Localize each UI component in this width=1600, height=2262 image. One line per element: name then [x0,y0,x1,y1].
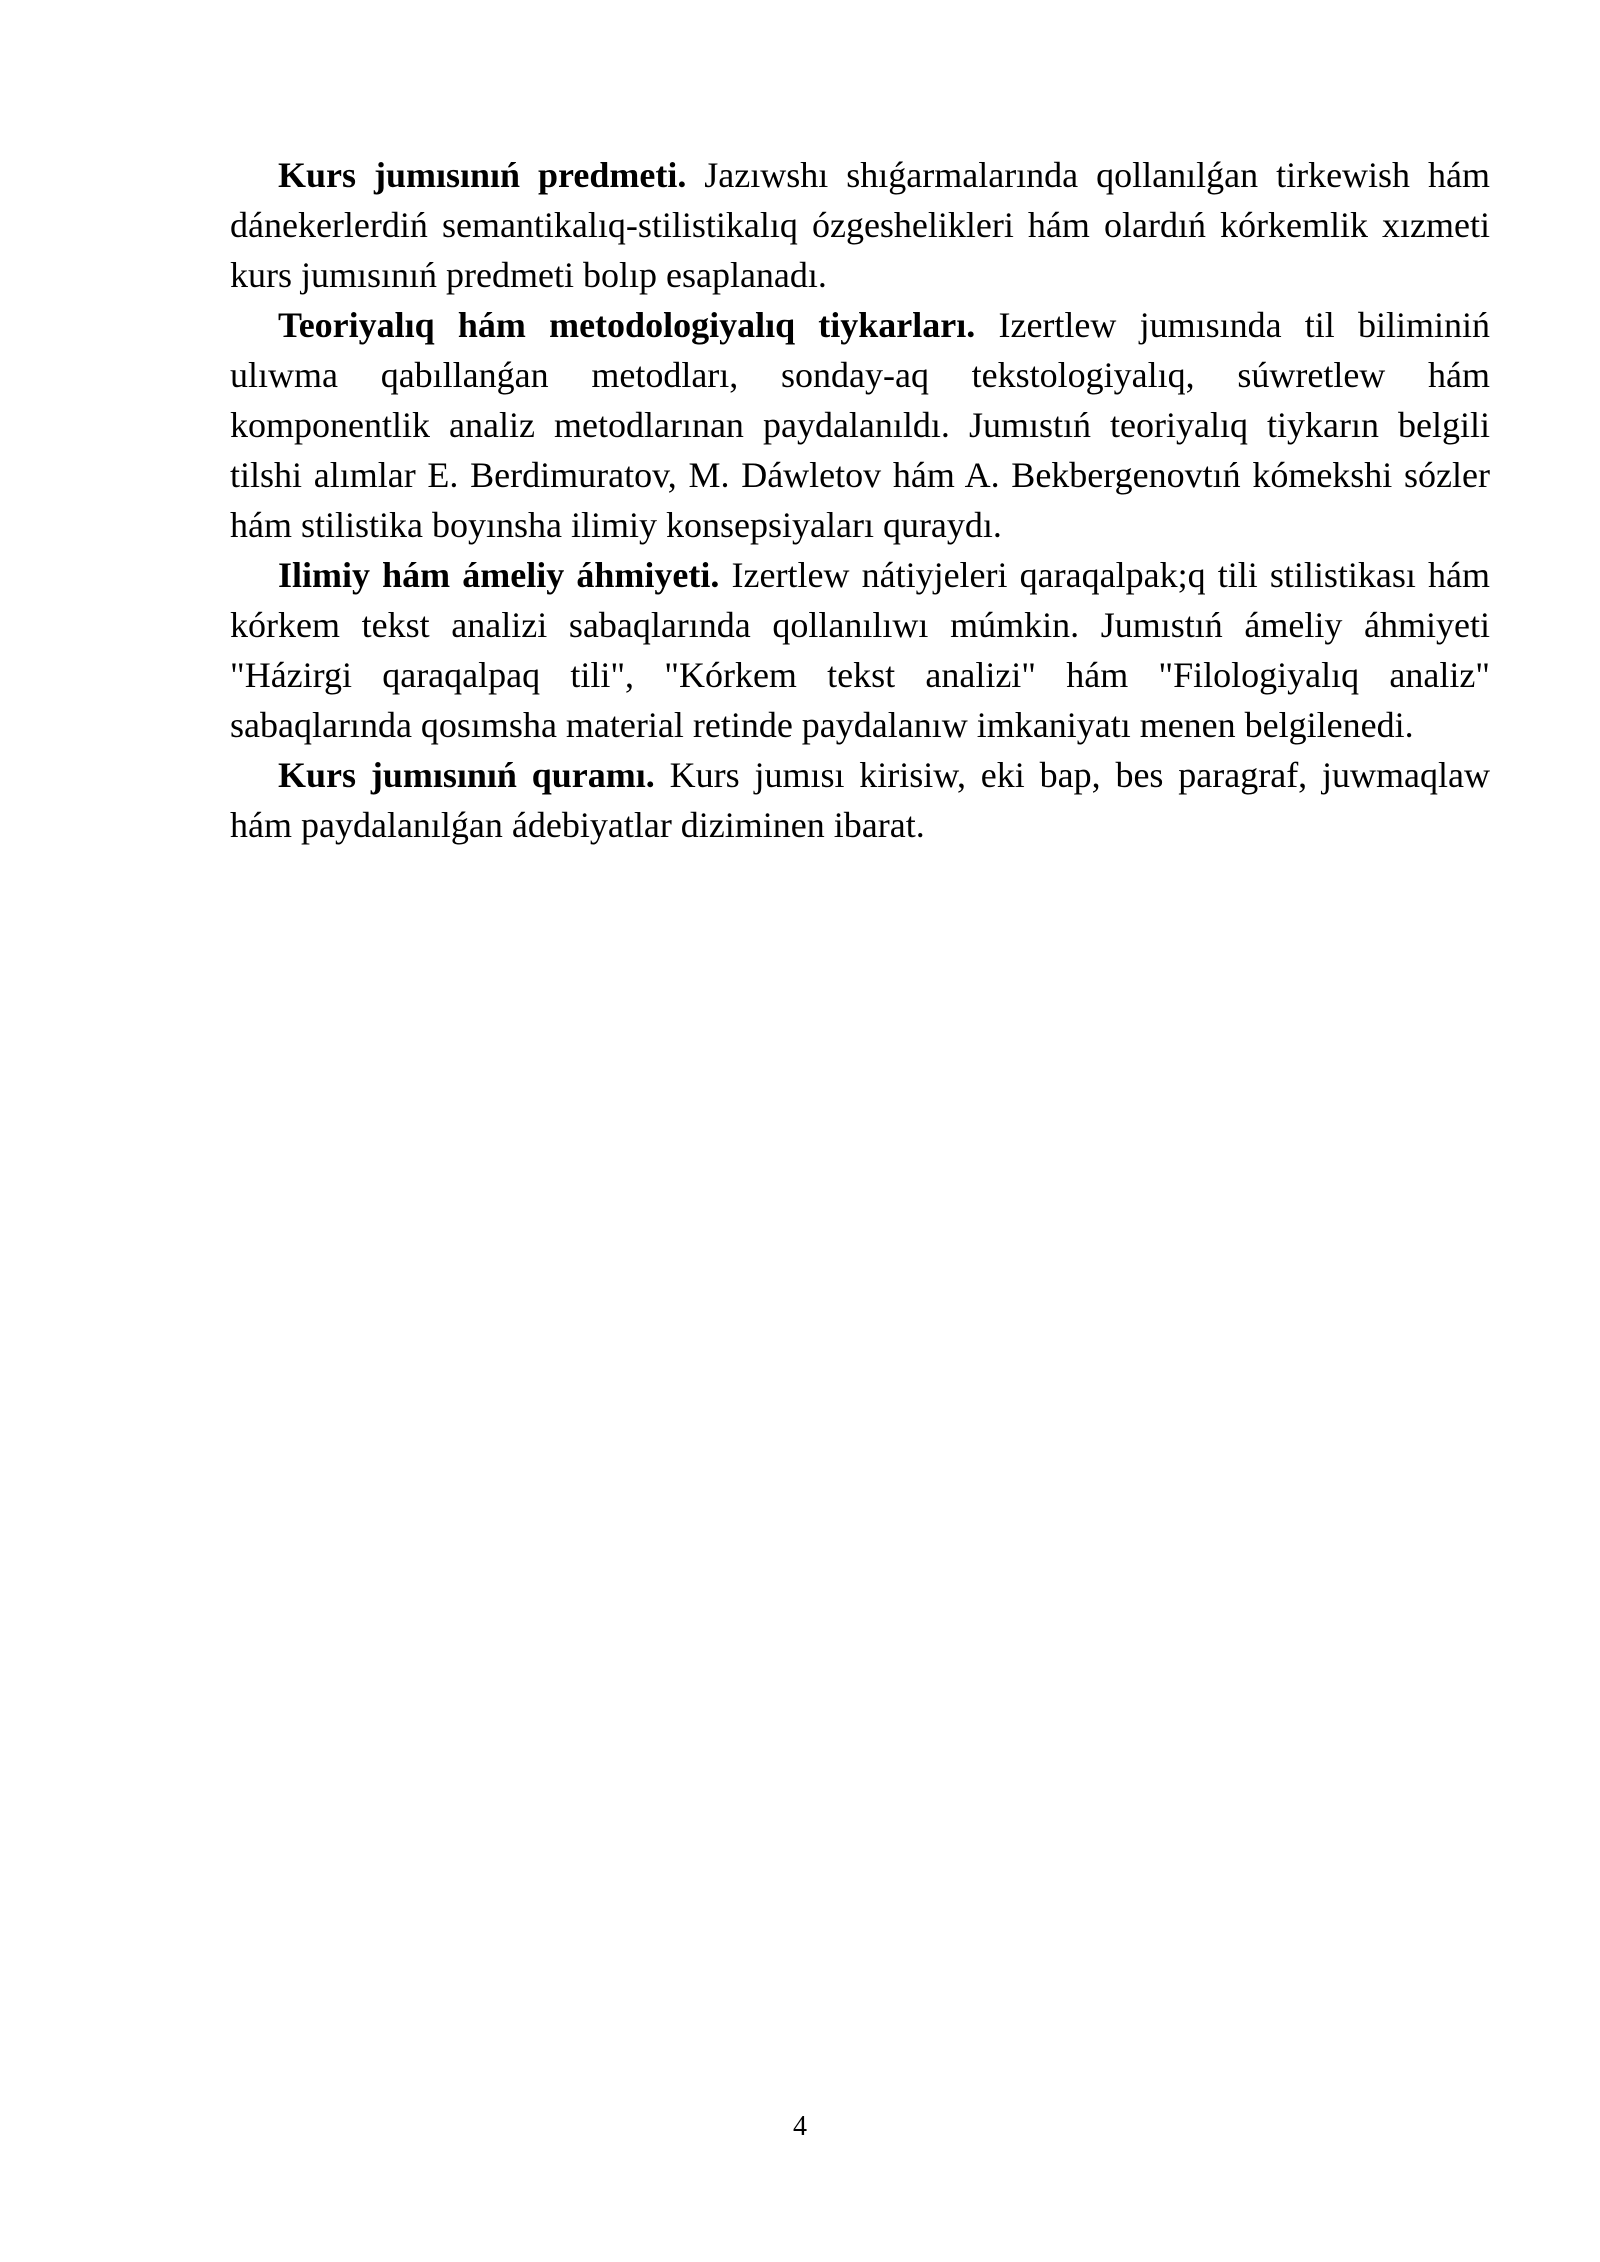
body-text [230,150,1490,850]
page-number: 4 [793,2111,807,2142]
paragraph-heading: Kurs jumısınıń predmeti. [278,155,687,195]
paragraph-subject [230,150,1490,300]
paragraph-significance [230,550,1490,750]
paragraph-heading: Ilimiy hám ámeliy áhmiyeti. [278,555,720,595]
paragraph-text: Izertlew jumısında til biliminiń ulıwma qabıllanǵan metodları, sonday-aq tekstologiyalıq, súwretlew hám komponentlik analiz metodlarınan paydalanıldı. Jumıstıń teoriyalıq tiykarın belgili tilshi alımlar E. Berdimuratov, M. Dáwletov hám A. Bekbergenovtıń kómekshi sózler hám stilistika boyınsha ilimiy konsepsiyaları quraydı. [230,305,1490,545]
paragraph-theoretical-basis [230,300,1490,550]
paragraph-heading: Kurs jumısınıń quramı. [278,755,655,795]
paragraph-structure [230,750,1490,850]
paragraph-text: Jazıwshı shıǵarmalarında qollanılǵan tirkewish hám dánekerlerdiń semantikalıq-stilistikalıq ózgeshelikleri hám olardıń kórkemlik xızmeti kurs jumısınıń predmeti bolıp esaplanadı. [230,155,1491,295]
paragraph-text: Izertlew nátiyjeleri qaraqalpak;q tili stilistikası hám kórkem tekst analizi sabaqlarında qollanılıwı múmkin. Jumıstıń ámeliy áhmiyeti "Házirgi qaraqalpaq tili", "Kórkem tekst analizi" hám "Filologiyalıq analiz" sabaqlarında qosımsha material retinde paydalanıw imkaniyatı menen belgilenedi. [230,555,1490,745]
paragraph-heading: Teoriyalıq hám metodologiyalıq tiykarları. [278,305,976,345]
paragraph-text: Kurs jumısı kirisiw, eki bap, bes paragraf, juwmaqlaw hám paydalanılǵan ádebiyatlar diziminen ibarat. [230,755,1490,845]
